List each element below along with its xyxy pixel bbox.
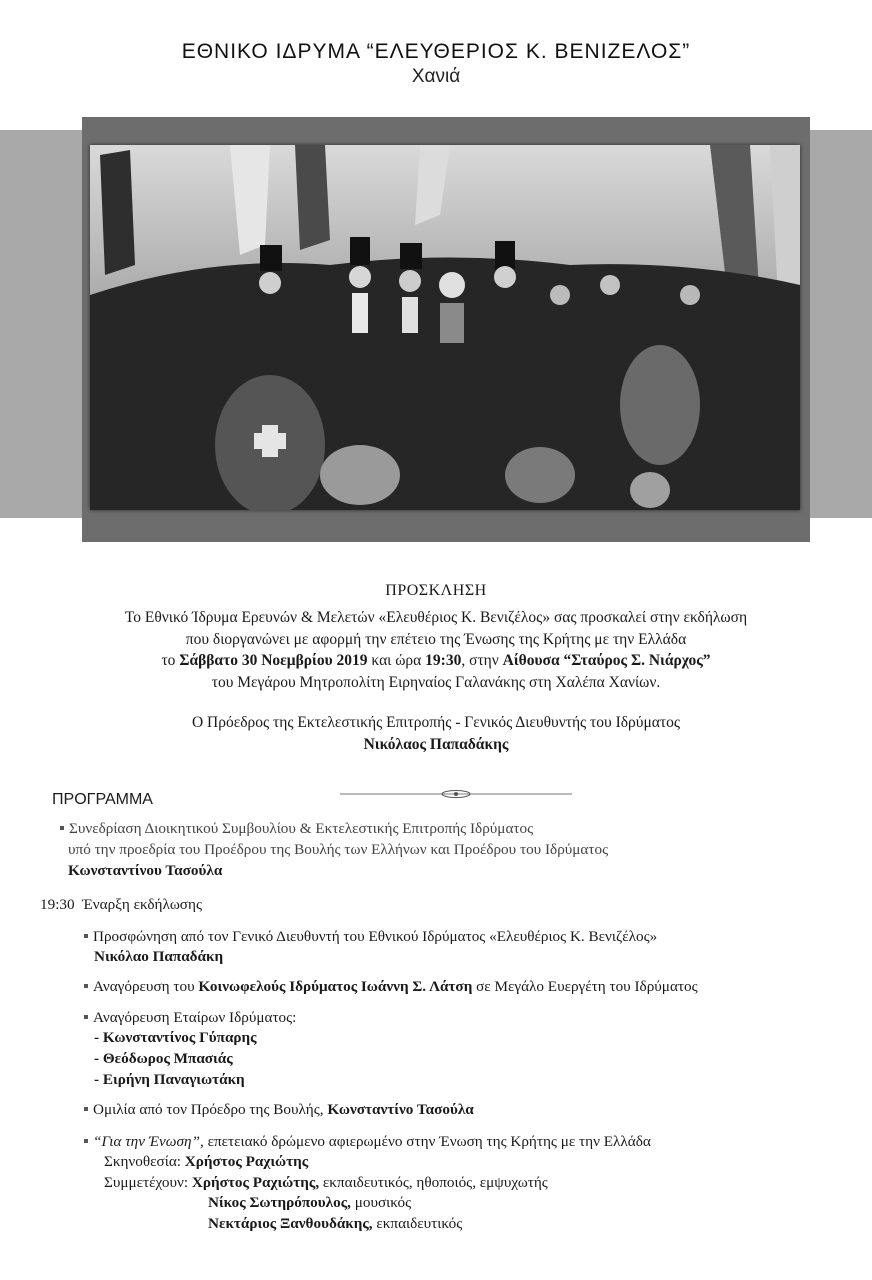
director-name: Χρήστος Ραχιώτης	[184, 1153, 309, 1170]
programme-heading: ΠΡΟΓΡΑΜΜΑ	[52, 791, 153, 808]
ornament-divider-icon	[340, 788, 572, 800]
invitation-line-4: του Μεγάρου Μητροπολίτη Ειρηναίος Γαλανάκης στη Χαλέπα Χανίων.	[211, 674, 661, 691]
signer-role: Ο Πρόεδρος της Εκτελεστικής Επιτροπής - Γενικός Διευθυντής του Ιδρύματος	[191, 714, 681, 731]
signer-name: Νικόλαος Παπαδάκης	[363, 736, 509, 753]
bullet-icon	[84, 934, 88, 938]
text-fragment: Ομιλία από τον Πρόεδρο της Βουλής,	[93, 1101, 328, 1118]
item-performance	[84, 1133, 651, 1151]
cast-role: μουσικός	[350, 1194, 412, 1211]
event-date: Σάββατο 30 Νοεμβρίου 2019	[179, 652, 368, 669]
cast-label: Συμμετέχουν:	[104, 1174, 192, 1191]
item-speech	[84, 1101, 474, 1119]
performance-title: “Για την Ένωση”	[93, 1133, 200, 1150]
meeting-line-1	[60, 820, 533, 838]
partner-name: - Ειρήνη Παναγιωτάκη	[94, 1071, 245, 1088]
item-address	[84, 928, 657, 946]
item-partners	[84, 1009, 296, 1027]
meeting-chair-name: Κωνσταντίνου Τασούλα	[68, 862, 223, 879]
item-partners-text: Αναγόρευση Εταίρων Ιδρύματος:	[93, 1009, 297, 1026]
start-label: Έναρξη εκδήλωσης	[82, 896, 202, 913]
city-subtitle: Χανιά	[411, 66, 461, 87]
historic-photo	[90, 145, 800, 510]
item-address-name: Νικόλαο Παπαδάκη	[94, 948, 224, 965]
start-time: 19:30	[40, 896, 75, 913]
foundation-title: ΕΘΝΙΚΟ ΙΔΡΥΜΑ “ΕΛΕΥΘΕΡΙΟΣ Κ. ΒΕΝΙΖΕΛΟΣ”	[181, 40, 691, 63]
invitation-line-3	[0, 652, 872, 670]
speaker-name: Κωνσταντίνο Τασούλα	[327, 1101, 474, 1118]
invitation-heading: ΠΡΟΣΚΛΗΣΗ	[385, 582, 487, 599]
item-address-text: Προσφώνηση από τον Γενικό Διευθυντή του Εθνικού Ιδρύματος «Ελευθέριος Κ. Βενιζέλος»	[93, 928, 658, 945]
text-fragment: το	[161, 652, 180, 669]
invitation-line-2: που διοργανώνει με αφορμή την επέτειο της Ένωσης της Κρήτης με την Ελλάδα	[185, 631, 687, 648]
text-fragment: , στην	[461, 652, 503, 669]
start-line	[40, 896, 202, 914]
bullet-icon	[60, 826, 64, 830]
meeting-line-2: υπό την προεδρία του Προέδρου της Βουλής των Ελλήνων και Προέδρου του Ιδρύματος	[68, 841, 609, 858]
direction-label: Σκηνοθεσία:	[104, 1153, 185, 1170]
cast-line-1	[104, 1174, 548, 1192]
bullet-icon	[84, 1015, 88, 1019]
direction-line	[104, 1153, 308, 1171]
benefactor-name: Κοινωφελούς Ιδρύματος Ιωάννη Σ. Λάτση	[198, 978, 473, 995]
text-fragment: Αναγόρευση του	[93, 978, 199, 995]
cast-line-3	[208, 1215, 462, 1233]
cast-name: Χρήστος Ραχιώτης,	[191, 1174, 320, 1191]
text-fragment: σε Μεγάλο Ευεργέτη του Ιδρύματος	[472, 978, 698, 995]
event-time: 19:30	[425, 652, 462, 669]
partner-name: - Θεόδωρος Μπασιάς	[94, 1050, 233, 1067]
cast-line-2	[208, 1194, 411, 1212]
cast-role: εκπαιδευτικός	[372, 1215, 463, 1232]
bullet-icon	[84, 1107, 88, 1111]
bullet-icon	[84, 984, 88, 988]
item-benefactor	[84, 978, 698, 996]
partner-name: - Κωνσταντίνος Γύπαρης	[94, 1029, 257, 1046]
performance-text: , επετειακό δρώμενο αφιερωμένο στην Ένωση της Κρήτης με την Ελλάδα	[200, 1133, 651, 1150]
cast-name: Νεκτάριος Ξανθουδάκης,	[208, 1215, 373, 1232]
text-fragment: και ώρα	[367, 652, 426, 669]
cast-role: εκπαιδευτικός, ηθοποιός, εμψυχωτής	[319, 1174, 548, 1191]
historic-crowd-photograph-icon	[90, 145, 800, 510]
invitation-line-1: Το Εθνικό Ίδρυμα Ερευνών & Μελετών «Ελευθέριος Κ. Βενιζέλος» σας προσκαλεί στην εκδήλωση	[124, 609, 748, 626]
meeting-text: Συνεδρίαση Διοικητικού Συμβουλίου & Εκτελεστικής Επιτροπής Ιδρύματος	[69, 820, 534, 837]
cast-name: Νίκος Σωτηρόπουλος,	[208, 1194, 351, 1211]
event-venue: Αίθουσα “Σταύρος Σ. Νιάρχος”	[502, 652, 711, 669]
bullet-icon	[84, 1139, 88, 1143]
